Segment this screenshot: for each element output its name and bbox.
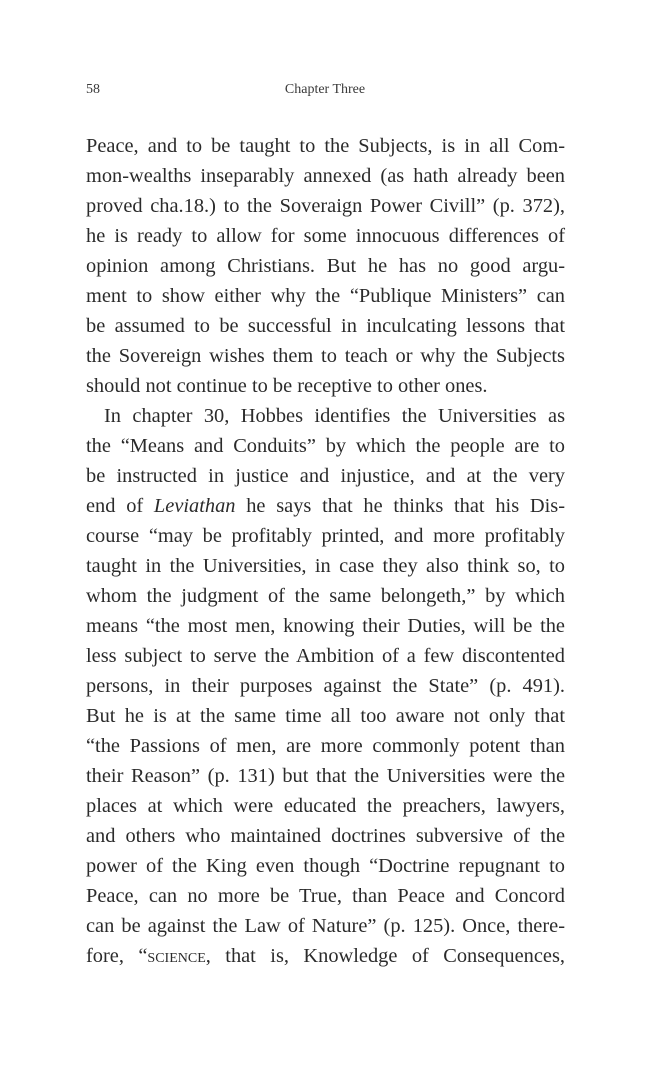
- text-line: taught in the Universities, in case they also think so, to: [86, 555, 565, 577]
- small-caps-term: science: [147, 945, 206, 967]
- text-line: and others who maintained doctrines subversive of the: [86, 825, 565, 847]
- text-line: power of the King even though “Doctrine repugnant to: [86, 855, 565, 877]
- body-text: [86, 131, 565, 971]
- text-line: [86, 491, 565, 521]
- chapter-title: Chapter Three: [284, 82, 366, 97]
- text-line: less subject to serve the Ambition of a few discontented: [86, 645, 565, 667]
- paragraph-2: [86, 401, 565, 971]
- text-line: their Reason” (p. 131) but that the Universities were the: [86, 765, 565, 787]
- text-line: But he is at the same time all too aware not only that: [86, 705, 565, 727]
- text-line: he is ready to allow for some innocuous differences of: [86, 225, 565, 247]
- text-line: Peace, and to be taught to the Subjects, is in all Com-: [86, 135, 565, 157]
- text-line: ment to show either why the “Publique Ministers” can: [86, 285, 565, 307]
- text-line: [86, 941, 565, 971]
- paragraph-1: [86, 131, 565, 401]
- text-line: persons, in their purposes against the State” (p. 491).: [86, 675, 565, 697]
- text-run: end of: [86, 495, 154, 517]
- text-run: he says that he thinks that his Dis-: [235, 495, 565, 517]
- text-line: course “may be profitably printed, and more profitably: [86, 525, 565, 547]
- text-line: can be against the Law of Nature” (p. 125). Once, there-: [86, 915, 565, 937]
- text-line: the “Means and Conduits” by which the people are to: [86, 435, 565, 457]
- text-line: places at which were educated the preachers, lawyers,: [86, 795, 565, 817]
- running-head: [86, 82, 564, 102]
- text-run: fore, “: [86, 945, 148, 967]
- text-run: , that is, Knowledge of Consequences,: [205, 945, 565, 967]
- book-title-italic: Leviathan: [153, 495, 236, 517]
- text-line: In chapter 30, Hobbes identifies the Universities as: [104, 405, 565, 427]
- page-number: 58: [86, 82, 100, 97]
- text-line: means “the most men, knowing their Duties, will be the: [86, 615, 565, 637]
- text-line: opinion among Christians. But he has no good argu-: [86, 255, 565, 277]
- text-line: proved cha.18.) to the Soveraign Power Civill” (p. 372),: [86, 195, 565, 217]
- text-line: whom the judgment of the same belongeth,” by which: [86, 585, 565, 607]
- text-line: be assumed to be successful in inculcating lessons that: [86, 315, 565, 337]
- text-line: the Sovereign wishes them to teach or why the Subjects: [86, 345, 565, 367]
- text-line: be instructed in justice and injustice, and at the very: [86, 465, 565, 487]
- text-line: Peace, can no more be True, than Peace and Concord: [86, 885, 565, 907]
- text-line: “the Passions of men, are more commonly potent than: [86, 735, 565, 757]
- text-line: should not continue to be receptive to other ones.: [86, 375, 488, 397]
- text-line: mon-wealths inseparably annexed (as hath already been: [86, 165, 565, 187]
